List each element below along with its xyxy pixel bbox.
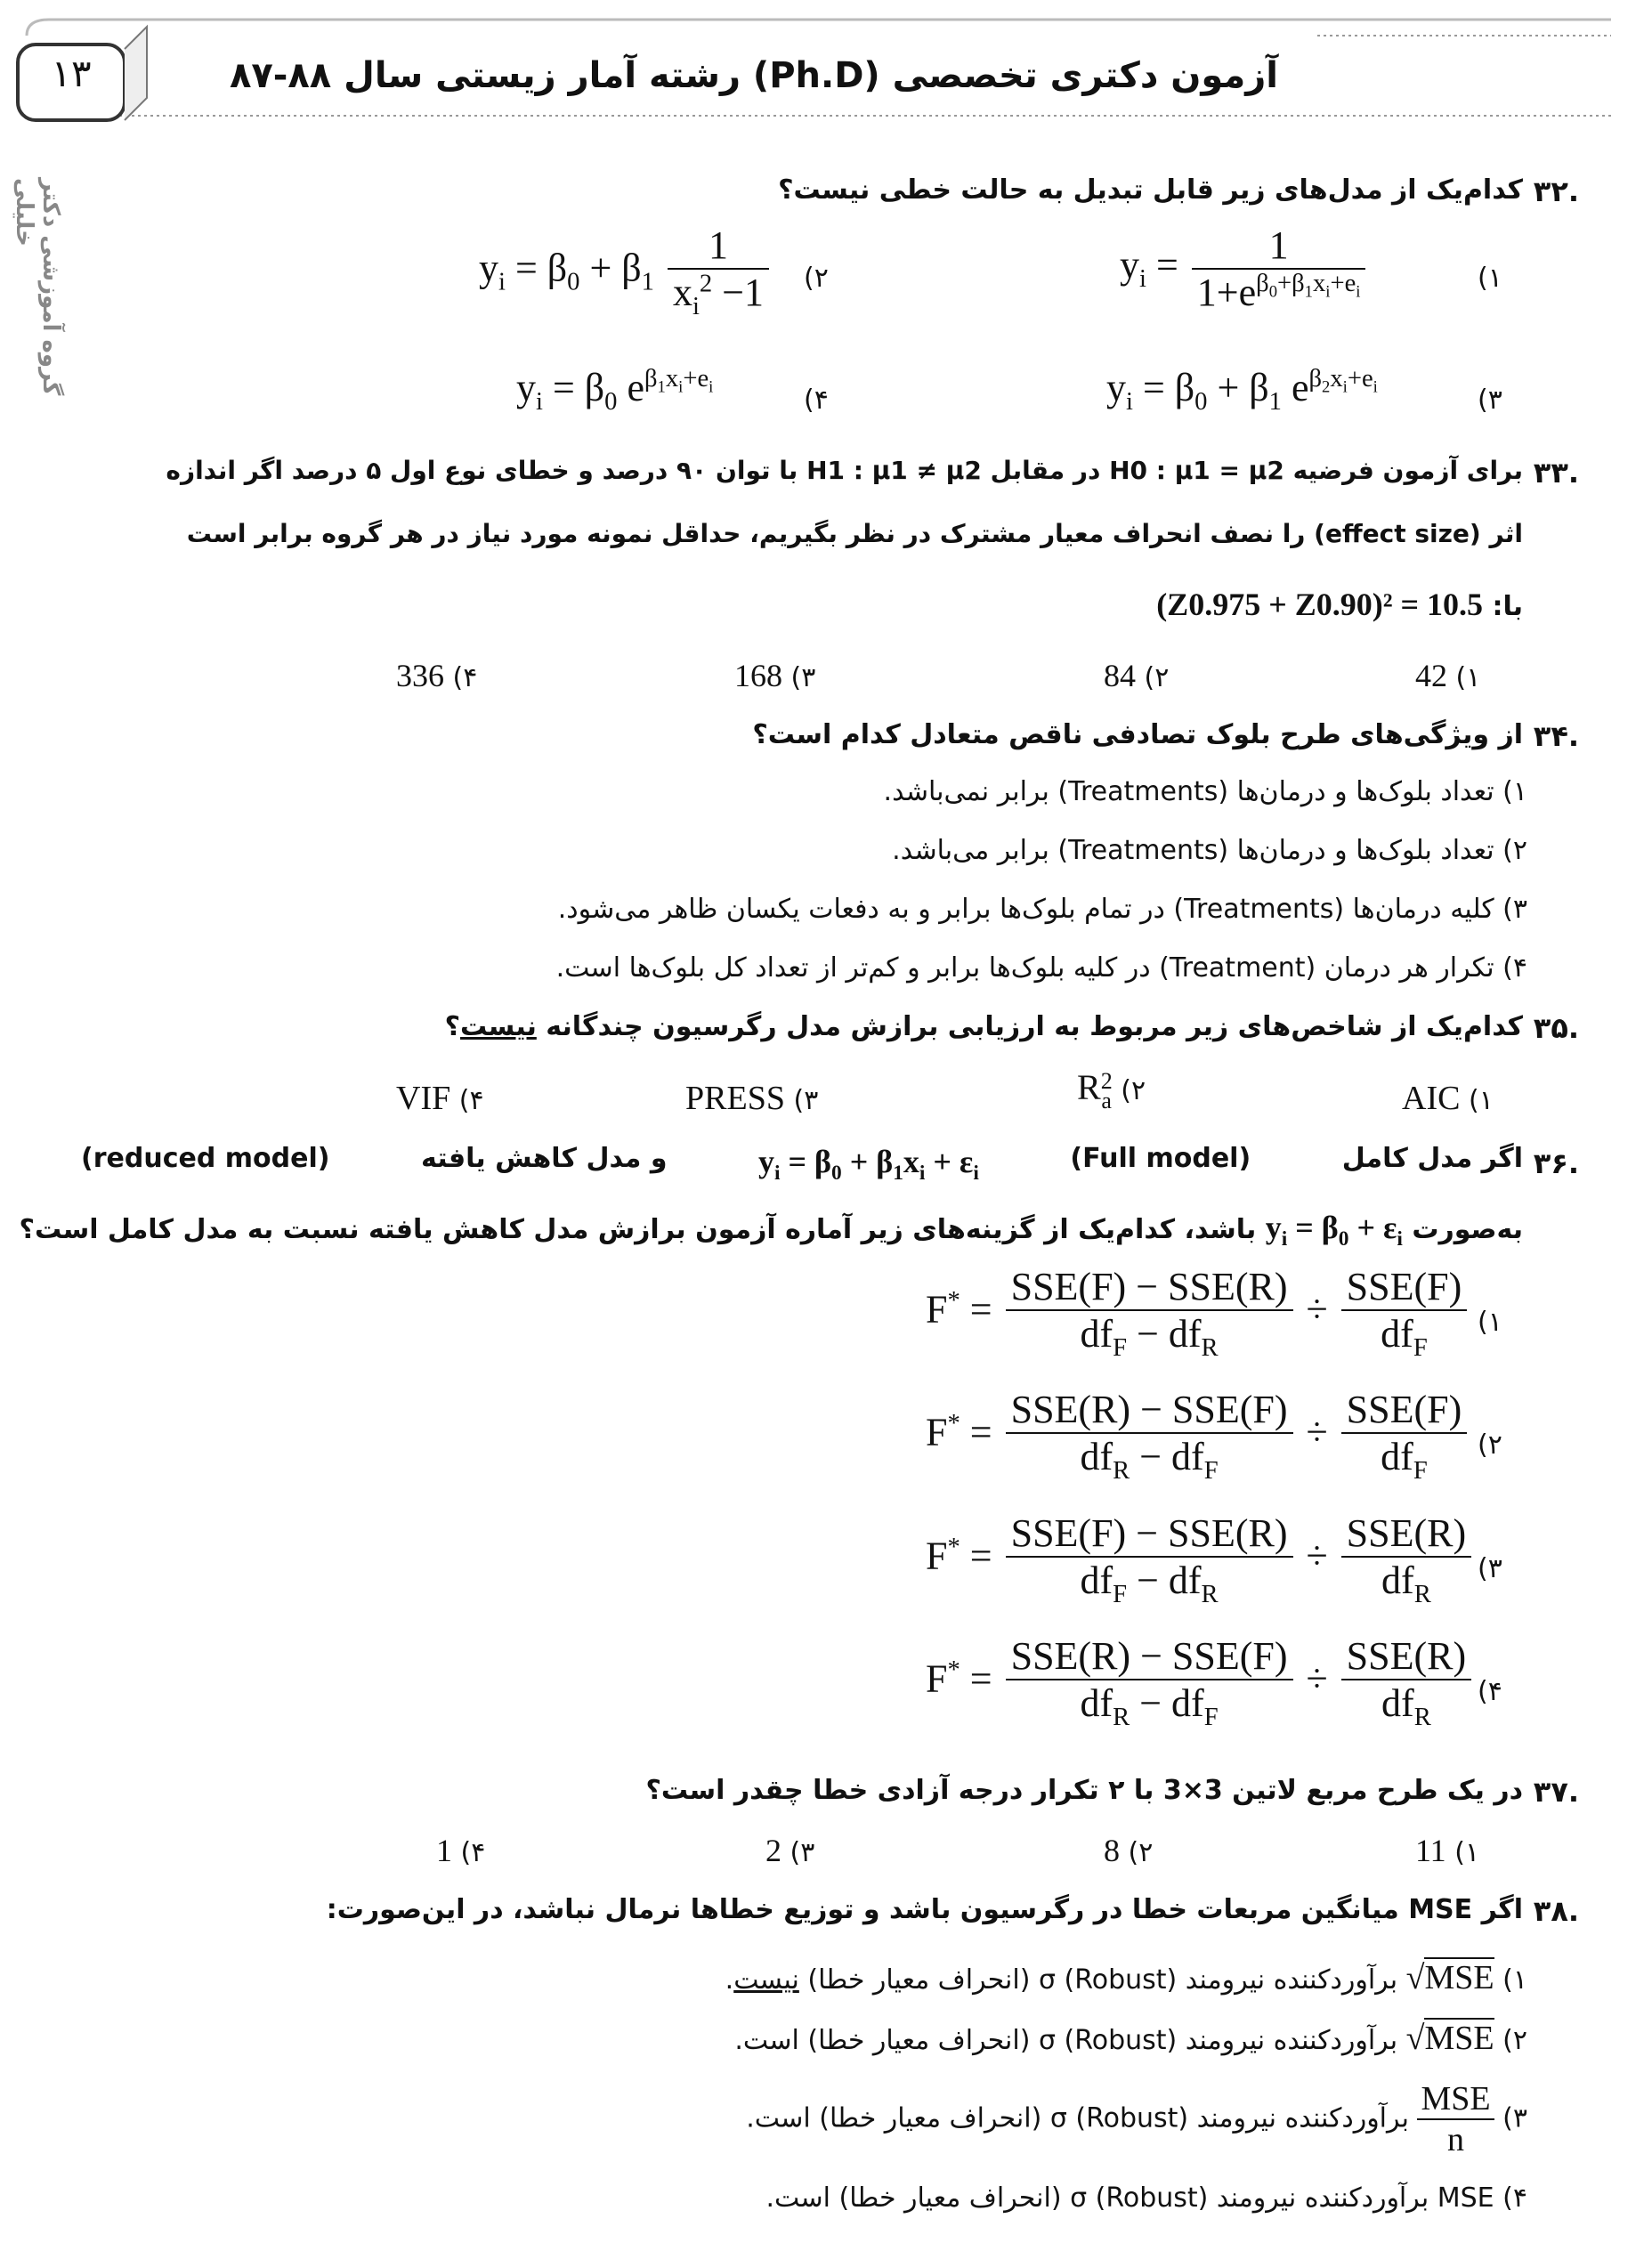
option-label: ۴)	[1478, 1676, 1502, 1707]
option-2-formula: F* = $\frac{\text{SSE(R) − SSE(F)}}{df_R - df_F}$ ÷ $\frac{\text{SSE(F)}}{df_F}$	[926, 1387, 1470, 1486]
option-1-formula: $y_i$ = $\frac{1}{1+e^{\beta_0+\beta_1x_i+e_i}}$	[1120, 223, 1369, 315]
question-text: از ویژگی‌های طرح بلوک تصادفی ناقص متعادل کدام است؟	[752, 719, 1523, 750]
option-3: ۳) MSE n برآوردکننده نیرومند (Robust) σ (انحراف معیار خطا) است.	[746, 2080, 1527, 2158]
side-label: گروه آموزشی دکتر خلیلی	[11, 178, 64, 396]
option-2-formula: $y_i = \beta_0 + \beta_1$ $\frac{1}{x_i^2 -1}$	[479, 223, 773, 321]
option-4-formula: F* = $\frac{\text{SSE(R) − SSE(F)}}{df_R - df_F}$ ÷ $\frac{\text{SSE(R)}}{df_R}$	[926, 1633, 1475, 1732]
option-label: ۱)	[1478, 1307, 1502, 1338]
option-1: ۱) تعداد بلوک‌ها و درمان‌ها (Treatments) برابر نمی‌باشد.	[883, 776, 1527, 807]
question-number: ۳۲.	[1533, 174, 1579, 208]
option-label: ۳)	[1478, 1553, 1502, 1584]
option-label: ۲)	[804, 263, 829, 294]
question-number: ۳۶.	[1533, 1146, 1579, 1180]
option-3: ۳) کلیه درمان‌ها (Treatments) در تمام بلوک‌ها برابر و به دفعات یکسان ظاهر می‌شود.	[557, 894, 1527, 925]
question-text-line1: اگر مدل کامل (Full model) $y_i = \beta_0 + \beta_1x_i + \varepsilon_i$ و مدل کاهش یافته (reduced model)	[81, 1143, 1523, 1186]
option-2: ۲) 84	[1104, 658, 1170, 693]
option-label: ۲)	[1478, 1429, 1502, 1461]
option-4: ۴) 336	[396, 658, 478, 693]
option-3-formula: F* = $\frac{\text{SSE(F) − SSE(R)}}{df_F - df_R}$ ÷ $\frac{\text{SSE(R)}}{df_R}$	[926, 1510, 1475, 1609]
question-text-line2: اثر (effect size) را نصف انحراف معیار مشترک در نظر بگیریم، حداقل نمونه مورد نیاز در هر گروه برابر است	[186, 519, 1523, 548]
option-4: ۴) VIF	[396, 1080, 484, 1117]
line3-prefix: با:	[1492, 591, 1523, 622]
option-1: ۱) 42	[1415, 658, 1481, 693]
question-text: اگر MSE میانگین مربعات خطا در رگرسیون باشد و توزیع خطاها نرمال نباشد، در این‌صورت:	[326, 1894, 1523, 1925]
option-2: ۲) √MSE برآوردکننده نیرومند (Robust) σ (انحراف معیار خطا) است.	[734, 2020, 1527, 2057]
question-number: ۳۸.	[1533, 1894, 1579, 1928]
question-text: کدام‌یک از مدل‌های زیر قابل تبدیل به حالت خطی نیست؟	[778, 174, 1523, 206]
question-text: کدام‌یک از شاخص‌های زیر مربوط به ارزیابی برازش مدل رگرسیون چندگانه نیست؟	[444, 1011, 1523, 1042]
option-3: ۳) 2	[765, 1833, 815, 1868]
option-2: ۲) تعداد بلوک‌ها و درمان‌ها (Treatments) برابر می‌باشد.	[892, 835, 1527, 866]
option-3-formula: $y_i = \beta_0 + \beta_1$ $e^{\beta_2x_i+e_i}$	[1106, 365, 1378, 416]
option-4: ۴) 1	[436, 1833, 486, 1868]
page-header	[0, 0, 1652, 142]
option-label: ۱)	[1478, 263, 1502, 294]
option-3: ۳) PRESS	[685, 1080, 819, 1117]
line3-formula: (Z0.975 + Z0.90)² = 10.5	[1156, 587, 1484, 622]
question-text-line2: به‌صورت $y_i = \beta_0 + \varepsilon_i$ باشد، کدام‌یک از گزینه‌های زیر آماره آزمون برازش مدل کاهش یافته نسبت به مدل کامل است؟	[19, 1210, 1523, 1251]
option-1-formula: F* = $\frac{\text{SSE(F) − SSE(R)}}{df_F - df_R}$ ÷ $\frac{\text{SSE(F)}}{df_F}$	[926, 1264, 1470, 1363]
question-number: ۳۵.	[1533, 1011, 1579, 1045]
option-2: ۲) R2 a	[1077, 1067, 1146, 1113]
question-text-line3	[1156, 586, 1523, 623]
option-4-formula: $y_i = \beta_0$ $e^{\beta_1x_i+e_i}$	[516, 365, 714, 416]
option-4: ۴) تکرار هر درمان (Treatment) در کلیه بلوک‌ها برابر و کم‌تر از تعداد کل بلوک‌ها است.	[555, 952, 1527, 984]
question-text-line1: برای آزمون فرضیه H0 : μ1 = μ2 در مقابل H1 : μ1 ≠ μ2 با توان ۹۰ درصد و خطای نوع اول ۵ درصد اگر اندازه	[166, 456, 1523, 485]
option-2: ۲) 8	[1104, 1833, 1154, 1868]
option-1: ۱) 11	[1415, 1833, 1480, 1868]
option-label: ۳)	[1478, 385, 1502, 416]
question-number: ۳۳.	[1533, 456, 1579, 490]
option-1: ۱) √MSE برآوردکننده نیرومند (Robust) σ (انحراف معیار خطا) نیست.	[725, 1959, 1527, 1996]
page-title: آزمون دکتری تخصصی (Ph.D) رشته آمار زیستی سال ۸۸-۸۷	[229, 55, 1278, 96]
question-number: ۳۴.	[1533, 719, 1579, 753]
page-number: ۱۳	[51, 52, 92, 95]
option-3: ۳) 168	[734, 658, 816, 693]
option-1: ۱) AIC	[1402, 1080, 1494, 1117]
option-label: ۴)	[804, 385, 829, 416]
question-number: ۳۷.	[1533, 1775, 1579, 1809]
question-text: در یک طرح مربع لاتین 3×3 با ۲ تکرار درجه آزادی خطا چقدر است؟	[645, 1775, 1523, 1806]
option-4: ۴) MSE برآوردکننده نیرومند (Robust) σ (انحراف معیار خطا) است.	[765, 2182, 1527, 2214]
